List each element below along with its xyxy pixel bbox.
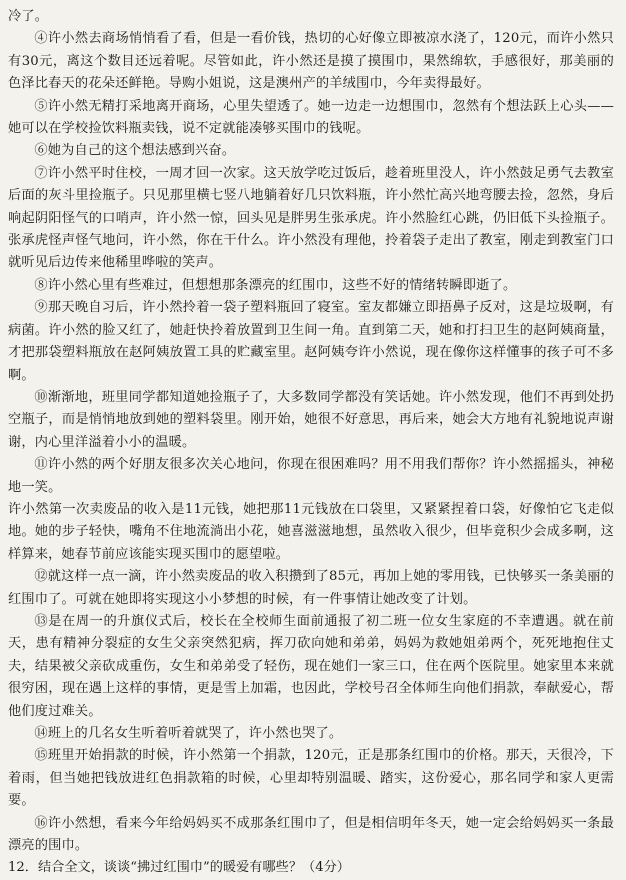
question-12: 12．结合全文，谈谈“拂过红围巾”的暖爱有哪些？（4分） <box>8 860 350 876</box>
paragraph-13: ⑬是在周一的升旗仪式后，校长在全校师生面前通报了初二班一位女生家庭的不幸遭遇。就在前天，患有精神分裂症的女生父亲突然犯病，挥刀砍向她和弟弟，妈妈为救她姐弟两个，死死地抱住丈夫，结果被父亲砍成重伤，女生和弟弟受了轻伤，现在她们一家三口，住在两个医院里。她家里本来就很穷困，现在遇上这样的事情，更是雪上加霜，也因此，学校号召全体师生向他们捐款，奉献爱心，帮他们度过难关。 <box>8 613 614 719</box>
paragraph-5: ⑤许小然无精打采地离开商场，心里失望透了。她一边走一边想围巾，忽然有个想法跃上心头——她可以在学校捡饮料瓶卖钱，说不定就能凑够买围巾的钱呢。 <box>8 98 614 137</box>
paragraph-9: ⑨那天晚自习后，许小然拎着一袋子塑料瓶回了寝室。室友都嫌立即捂鼻子反对，这是垃圾啊，有病菌。许小然的脸又红了，她赶快拎着放置到卫生间一角。直到第二天，她和打扫卫生的赵阿姨商量，才把那袋塑料瓶放在赵阿姨放置工具的贮藏室里。赵阿姨夸许小然说，现在像你这样懂事的孩子可不多啊。 <box>8 300 614 383</box>
paragraph-6: ⑥她为自己的这个想法感到兴奋。 <box>34 143 236 159</box>
paragraph-4: ④许小然去商场悄悄看了看，但是一看价钱，热切的心好像立即被凉水浇了，120元，而许小然只有30元，离这个数目还远着呢。尽管如此，许小然还是摸了摸围巾，果然绵软，手感很好，那美丽的色泽比春天的花朵还鲜艳。导购小姐说，这是澳州产的羊绒围巾，今年卖得最好。 <box>8 31 614 92</box>
paragraph-12: ⑫就这样一点一滴，许小然卖废品的收入积攒到了85元，再加上她的零用钱，已快够买一条美丽的红围巾了。可就在她即将实现这小小梦想的时候，有一件事情让她改变了计划。 <box>8 569 614 607</box>
paragraph-15: ⑮班里开始捐款的时候，许小然第一个捐款，120元，正是那条红围巾的价格。那天，天很冷，下着雨，但当她把钱放进红色捐款箱的时候，心里却特别温暖、踏实，这份爱心，那名同学和家人更需要。 <box>8 748 614 809</box>
paragraph-11: ⑪许小然的两个好朋友很多次关心地问，你现在很困难吗？用不用我们帮你？许小然摇摇头，神秘地一笑。 <box>8 457 614 495</box>
paragraph-11-continued: 许小然第一次卖废品的收入是11元钱，她把那11元钱放在口袋里，又紧紧捏着口袋，好像怕它飞走似地。她的步子轻快，嘴角不住地流淌出小花，她喜滋滋地想，虽然收入很少，但毕竟积少会成多啊，这样算来，她春节前应该能实现买围巾的愿望啦。 <box>8 501 614 562</box>
paragraph-continuation: 冷了。 <box>8 9 49 24</box>
paragraph-14: ⑭班上的几名女生听着听着就哭了，许小然也哭了。 <box>34 726 343 741</box>
paragraph-10: ⑩渐渐地，班里同学都知道她捡瓶子了，大多数同学都没有笑话她。许小然发现，他们不再到处扔空瓶子，而是悄悄地放到她的塑料袋里。刚开始，她很不好意思，再后来，她会大方地有礼貌地说声谢谢，内心里洋溢着小小的温暖。 <box>8 389 614 450</box>
paragraph-8: ⑧许小然心里有些难过，但想想那条漂亮的红围巾，这些不好的情绪转瞬即逝了。 <box>34 277 517 293</box>
paragraph-16: ⑯许小然想，看来今年给妈妈买不成那条红围巾了，但是相信明年冬天，她一定会给妈妈买一条最漂亮的围巾。 <box>8 815 614 854</box>
paragraph-7: ⑦许小然平时住校，一周才回一次家。这天放学吃过饭后，趁着班里没人，许小然鼓足勇气去教室后面的灰斗里捡瓶子。只见那里横七竖八地躺着好几只饮料瓶，许小然忙高兴地弯腰去捡，忽然，身后响起阴阳怪气的口哨声，许小然一惊，回头见是胖男生张承虎。许小然脸红心跳，仍旧低下头捡瓶子。张承虎怪声怪气地问，许小然，你在干什么。许小然没有理他，拎着袋子走出了教室，刚走到教室门口就听见后边传来他稀里哗啦的笑声。 <box>8 165 614 271</box>
